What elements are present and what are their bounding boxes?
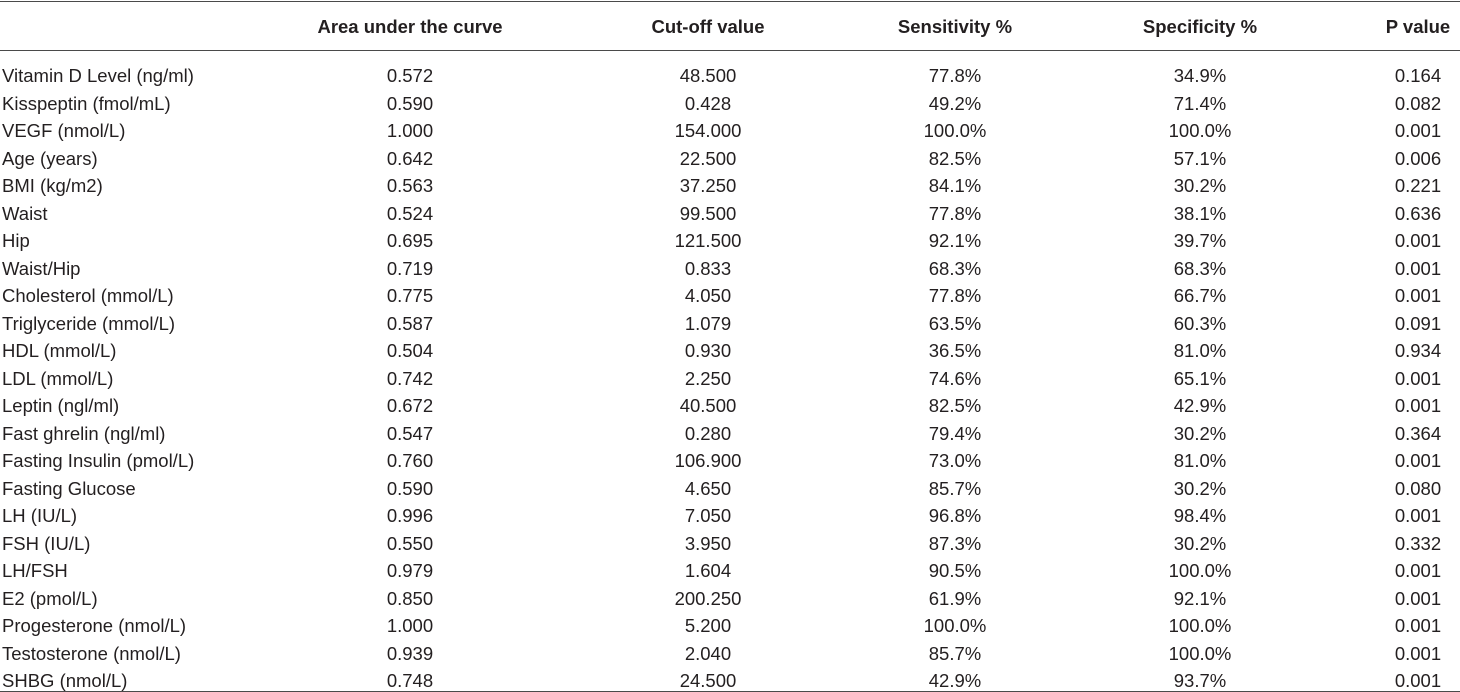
sensitivity-cell: 74.6% [928,367,982,389]
auc-cell: 1.000 [386,120,434,141]
p-value-cell: 0.080 [1394,477,1442,499]
specificity-cell: 30.2% [1173,175,1227,196]
sensitivity-cell: 61.9% [928,587,982,609]
auc-cell: 0.590 [386,92,434,114]
p-value-cell: 0.001 [1394,505,1442,526]
specificity-cell: 81.0% [1173,340,1227,361]
specificity-cell: 39.7% [1173,230,1227,251]
header-p-value: P value [1385,16,1451,37]
table-row [0,609,1460,637]
auc-cell: 0.587 [386,312,434,334]
table-row [0,389,1460,417]
auc-cell: 0.719 [386,257,434,279]
p-value-cell: 0.001 [1394,560,1442,581]
specificity-cell: 98.4% [1173,505,1227,526]
row-label: Cholesterol (mmol/L) [2,285,174,306]
sensitivity-cell: 85.7% [928,477,982,499]
cutoff-cell: 154.000 [674,120,742,141]
header-specificity: Specificity % [1142,16,1258,37]
sensitivity-cell: 42.9% [928,670,982,691]
table-row [0,554,1460,582]
cutoff-cell: 37.250 [679,175,737,196]
cutoff-cell: 0.280 [684,422,732,444]
sensitivity-cell: 77.8% [928,202,982,224]
p-value-cell: 0.332 [1394,532,1442,554]
table-row [0,636,1460,664]
sensitivity-cell: 36.5% [928,340,982,361]
cutoff-cell: 3.950 [684,532,732,554]
header-auc: Area under the curve [317,16,503,37]
sensitivity-cell: 90.5% [928,560,982,581]
specificity-cell: 68.3% [1173,257,1227,279]
sensitivity-cell: 82.5% [928,395,982,416]
cutoff-cell: 40.500 [679,395,737,416]
p-value-cell: 0.091 [1394,312,1442,334]
specificity-cell: 66.7% [1173,285,1227,306]
p-value-cell: 0.001 [1394,367,1442,389]
table-row [0,169,1460,197]
auc-cell: 0.550 [386,532,434,554]
row-label: BMI (kg/m2) [2,175,103,196]
auc-cell: 1.000 [386,615,434,636]
row-label: Kisspeptin (fmol/mL) [2,92,171,114]
sensitivity-cell: 73.0% [928,450,982,471]
cutoff-cell: 0.428 [684,92,732,114]
specificity-cell: 71.4% [1173,92,1227,114]
p-value-cell: 0.001 [1394,615,1442,636]
p-value-cell: 0.934 [1394,340,1442,361]
specificity-cell: 65.1% [1173,367,1227,389]
p-value-cell: 0.001 [1394,285,1442,306]
p-value-cell: 0.164 [1394,65,1442,86]
specificity-cell: 34.9% [1173,65,1227,86]
table-row [0,224,1460,252]
specificity-cell: 30.2% [1173,477,1227,499]
table-body [0,59,1460,692]
specificity-cell: 100.0% [1168,642,1232,664]
specificity-cell: 92.1% [1173,587,1227,609]
auc-cell: 0.695 [386,230,434,251]
row-label: Waist [2,202,48,224]
p-value-cell: 0.636 [1394,202,1442,224]
table-row [0,86,1460,114]
p-value-cell: 0.001 [1394,670,1442,691]
table-row [0,334,1460,362]
cutoff-cell: 1.604 [684,560,732,581]
table-row [0,499,1460,527]
row-label: SHBG (nmol/L) [2,670,128,691]
row-label: LH/FSH [2,560,68,581]
cutoff-cell: 200.250 [674,587,742,609]
table-row [0,444,1460,472]
header-rule [0,50,1460,51]
table-row [0,361,1460,389]
header-cutoff: Cut-off value [651,16,765,37]
table-row [0,416,1460,444]
auc-cell: 0.572 [386,65,434,86]
table-row [0,526,1460,554]
sensitivity-cell: 96.8% [928,505,982,526]
cutoff-cell: 48.500 [679,65,737,86]
p-value-cell: 0.221 [1394,175,1442,196]
sensitivity-cell: 87.3% [928,532,982,554]
table-row [0,581,1460,609]
cutoff-cell: 7.050 [684,505,732,526]
sensitivity-cell: 77.8% [928,285,982,306]
row-label: Triglyceride (mmol/L) [2,312,176,334]
table-row [0,114,1460,142]
cutoff-cell: 0.930 [684,340,732,361]
p-value-cell: 0.001 [1394,587,1442,609]
row-label: LDL (mmol/L) [2,367,114,389]
table-row [0,141,1460,169]
specificity-cell: 93.7% [1173,670,1227,691]
cutoff-cell: 22.500 [679,147,737,169]
auc-cell: 0.504 [386,340,434,361]
auc-cell: 0.939 [386,642,434,664]
p-value-cell: 0.001 [1394,395,1442,416]
row-label: Fast ghrelin (ngl/ml) [2,422,166,444]
p-value-cell: 0.001 [1394,230,1442,251]
row-label: FSH (IU/L) [2,532,91,554]
sensitivity-cell: 77.8% [928,65,982,86]
sensitivity-cell: 92.1% [928,230,982,251]
sensitivity-cell: 100.0% [923,615,987,636]
table-row [0,59,1460,87]
top-rule [0,1,1460,2]
table-row [0,664,1460,692]
header-blank [0,7,290,47]
auc-cell: 0.547 [386,422,434,444]
p-value-cell: 0.001 [1394,450,1442,471]
row-label: VEGF (nmol/L) [2,120,126,141]
p-value-cell: 0.001 [1394,120,1442,141]
table-row [0,306,1460,334]
sensitivity-cell: 68.3% [928,257,982,279]
specificity-cell: 100.0% [1168,615,1232,636]
specificity-cell: 30.2% [1173,532,1227,554]
sensitivity-cell: 63.5% [928,312,982,334]
row-label: Vitamin D Level (ng/ml) [2,65,194,86]
specificity-cell: 30.2% [1173,422,1227,444]
sensitivity-cell: 79.4% [928,422,982,444]
cutoff-cell: 2.250 [684,367,732,389]
auc-cell: 0.524 [386,202,434,224]
specificity-cell: 38.1% [1173,202,1227,224]
auc-cell: 0.590 [386,477,434,499]
cutoff-cell: 1.079 [684,312,732,334]
row-label: Testosterone (nmol/L) [2,642,181,664]
header-sensitivity: Sensitivity % [897,16,1013,37]
cutoff-cell: 24.500 [679,670,737,691]
row-label: Hip [2,230,30,251]
auc-cell: 0.760 [386,450,434,471]
p-value-cell: 0.006 [1394,147,1442,169]
row-label: Waist/Hip [2,257,81,279]
table-header-row [0,7,1460,47]
row-label: Fasting Insulin (pmol/L) [2,450,195,471]
specificity-cell: 60.3% [1173,312,1227,334]
sensitivity-cell: 100.0% [923,120,987,141]
row-label: HDL (mmol/L) [2,340,117,361]
row-label: LH (IU/L) [2,505,78,526]
cutoff-cell: 5.200 [684,615,732,636]
cutoff-cell: 121.500 [674,230,742,251]
auc-cell: 0.775 [386,285,434,306]
cutoff-cell: 106.900 [674,450,742,471]
sensitivity-cell: 85.7% [928,642,982,664]
row-label: Age (years) [2,147,98,169]
auc-cell: 0.996 [386,505,434,526]
auc-cell: 0.979 [386,560,434,581]
p-value-cell: 0.364 [1394,422,1442,444]
sensitivity-cell: 84.1% [928,175,982,196]
sensitivity-cell: 49.2% [928,92,982,114]
auc-cell: 0.748 [386,670,434,691]
specificity-cell: 81.0% [1173,450,1227,471]
table-row [0,279,1460,307]
cutoff-cell: 2.040 [684,642,732,664]
specificity-cell: 100.0% [1168,120,1232,141]
cutoff-cell: 99.500 [679,202,737,224]
row-label: Fasting Glucose [2,477,136,499]
auc-cell: 0.742 [386,367,434,389]
p-value-cell: 0.001 [1394,257,1442,279]
cutoff-cell: 0.833 [684,257,732,279]
table-row [0,471,1460,499]
row-label: Leptin (ngl/ml) [2,395,120,416]
specificity-cell: 57.1% [1173,147,1227,169]
table-row [0,196,1460,224]
cutoff-cell: 4.050 [684,285,732,306]
sensitivity-cell: 82.5% [928,147,982,169]
table-row [0,251,1460,279]
p-value-cell: 0.082 [1394,92,1442,114]
auc-cell: 0.672 [386,395,434,416]
auc-cell: 0.563 [386,175,434,196]
auc-cell: 0.850 [386,587,434,609]
cutoff-cell: 4.650 [684,477,732,499]
specificity-cell: 100.0% [1168,560,1232,581]
auc-cell: 0.642 [386,147,434,169]
p-value-cell: 0.001 [1394,642,1442,664]
row-label: Progesterone (nmol/L) [2,615,187,636]
specificity-cell: 42.9% [1173,395,1227,416]
row-label: E2 (pmol/L) [2,587,98,609]
